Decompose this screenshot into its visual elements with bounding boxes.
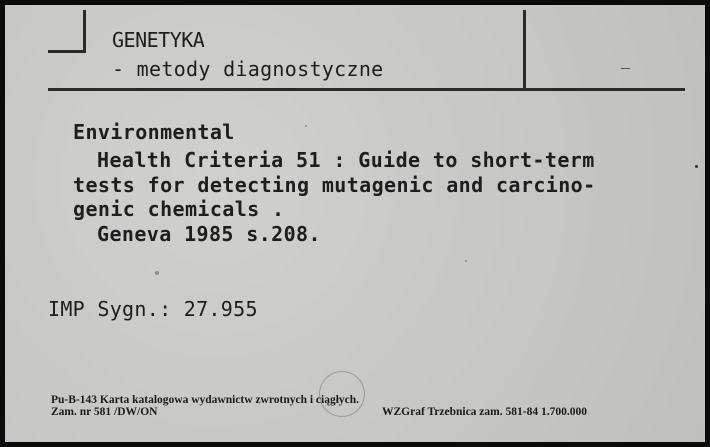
subject-heading: GENETYKA: [112, 28, 205, 52]
entry-line-2: Health Criteria 51 : Guide to short-term: [97, 148, 595, 172]
subject-subheading: - metody diagnostyczne: [112, 57, 384, 81]
call-number: IMP Sygn.: 27.955: [48, 297, 258, 321]
corner-mark-vertical: [83, 10, 86, 52]
margin-dash: [621, 68, 630, 69]
footer-form-title: Pu-B-143 Karta katalogowa wydawnictw zwrotnych i ciągłych.: [51, 394, 360, 406]
catalog-card: [5, 5, 705, 442]
entry-line-5: Geneva 1985 s.208.: [97, 222, 321, 246]
footer-printer-info: WZGraf Trzebnica zam. 581-84 1.700.000: [382, 406, 587, 418]
header-divider: [523, 10, 526, 90]
speck: [465, 260, 467, 262]
footer-order-number: Zam. nr 581 /DW/ON: [51, 406, 158, 418]
speck: [695, 165, 698, 168]
corner-mark-horizontal: [48, 50, 86, 53]
header-rule: [48, 88, 685, 91]
speck: [155, 271, 159, 275]
entry-line-1: Environmental: [73, 120, 235, 144]
entry-line-3: tests for detecting mutagenic and carcino-: [73, 173, 596, 197]
entry-line-4: genic chemicals .: [73, 197, 285, 221]
speck: [305, 125, 307, 127]
